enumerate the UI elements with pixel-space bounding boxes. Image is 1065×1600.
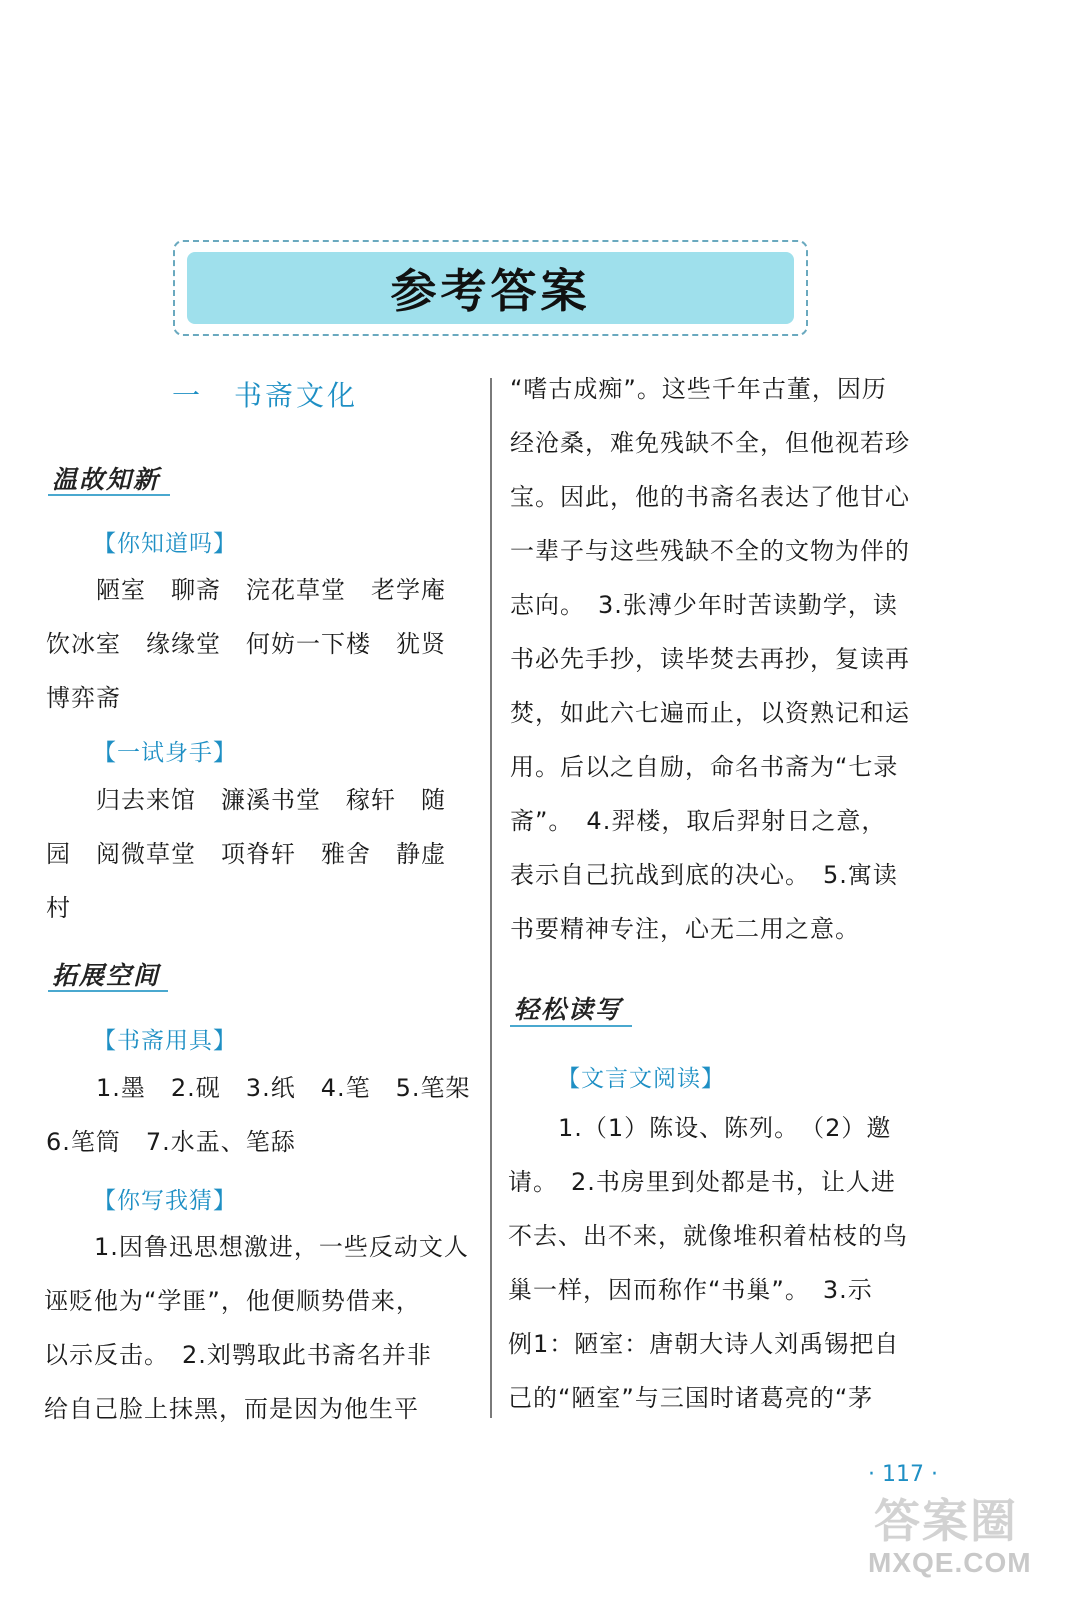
text-line: 诬贬他为“学匪”，他便顺势借来， — [44, 1287, 421, 1315]
subsection-tag: 【文言文阅读】 — [557, 1066, 725, 1092]
text-line: 志向。 3.张溥少年时苦读勤学，读 — [510, 591, 898, 619]
text-line: 宝。因此，他的书斋名表达了他甘心 — [510, 483, 910, 511]
text-line: 博弈斋 — [46, 684, 121, 712]
watermark-text-cn: 答案圈 — [874, 1495, 1018, 1547]
text-line: 巢一样，因而称作“书巢”。 3.示 — [508, 1276, 873, 1304]
page-title: 参考答案 — [390, 264, 591, 318]
text-line: 用。后以之自励，命名书斋为“七录 — [510, 753, 899, 781]
text-line: 一辈子与这些残缺不全的文物为伴的 — [510, 537, 910, 565]
answer-paragraph — [46, 563, 446, 725]
text-line: 书必先手抄，读毕焚去再抄，复读再 — [510, 645, 910, 673]
section-underline — [48, 494, 170, 496]
section-heading-review: 温故知新 — [52, 465, 161, 494]
subsection-tag: 【你知道吗】 — [93, 531, 237, 557]
page-number: · 117 · — [868, 1462, 938, 1487]
watermark-logo — [868, 1485, 1038, 1593]
text-line: 请。 2.书房里到处都是书，让人进 — [508, 1168, 896, 1196]
answer-paragraph — [46, 773, 446, 935]
section-underline — [510, 1025, 632, 1027]
text-line: 1.因鲁迅思想激进，一些反动文人 — [44, 1233, 469, 1261]
answer-paragraph — [44, 1220, 469, 1436]
text-line: 陋室 聊斋 浣花草堂 老学庵 — [46, 576, 446, 604]
text-line: 给自己脸上抹黑，而是因为他生平 — [44, 1395, 419, 1423]
text-line: 村 — [46, 894, 71, 922]
answer-paragraph — [508, 1101, 908, 1425]
subsection-tag: 【书斋用具】 — [93, 1028, 237, 1054]
title-banner — [173, 240, 808, 336]
text-line: 表示自己抗战到底的决心。 5.寓读 — [510, 861, 898, 889]
text-line: 归去来馆 濂溪书堂 稼轩 随 — [46, 786, 446, 814]
text-line: 6.笔筒 7.水盂、笔舔 — [46, 1128, 296, 1156]
watermark-text-en: MXQE.COM — [868, 1547, 1032, 1578]
text-line: 书要精神专注，心无二用之意。 — [510, 915, 860, 943]
text-line: 焚，如此六七遍而止，以资熟记和运 — [510, 699, 910, 727]
text-line: 经沧桑，难免残缺不全，但他视若珍 — [510, 429, 910, 457]
text-line: 饮冰室 缘缘堂 何妨一下楼 犹贤 — [46, 630, 446, 658]
text-line: 己的“陋室”与三国时诸葛亮的“茅 — [508, 1384, 874, 1412]
column-divider — [490, 378, 492, 1418]
subsection-tag: 【你写我猜】 — [93, 1188, 237, 1214]
chapter-heading: 一 书斋文化 — [172, 379, 359, 412]
subsection-tag: 【一试身手】 — [93, 740, 237, 766]
text-line: 斋”。 4.羿楼，取后羿射日之意， — [510, 807, 887, 835]
text-line: “嗜古成痴”。这些千年古董，因历 — [510, 375, 887, 403]
answer-paragraph — [46, 1061, 471, 1169]
section-heading-extension: 拓展空间 — [52, 961, 161, 990]
text-line: 不去、出不来，就像堆积着枯枝的鸟 — [508, 1222, 908, 1250]
answer-paragraph — [510, 362, 910, 956]
section-underline — [48, 990, 168, 992]
text-line: 1.墨 2.砚 3.纸 4.笔 5.笔架 — [46, 1074, 471, 1102]
text-line: 1.（1）陈设、陈列。 （2）邀 — [508, 1114, 892, 1142]
text-line: 例1：陋室：唐朝大诗人刘禹锡把自 — [508, 1330, 900, 1358]
text-line: 园 阅微草堂 项脊轩 雅舍 静虚 — [46, 840, 446, 868]
text-line: 以示反击。 2.刘鹗取此书斋名并非 — [44, 1341, 432, 1369]
section-heading-reading: 轻松读写 — [514, 995, 623, 1024]
